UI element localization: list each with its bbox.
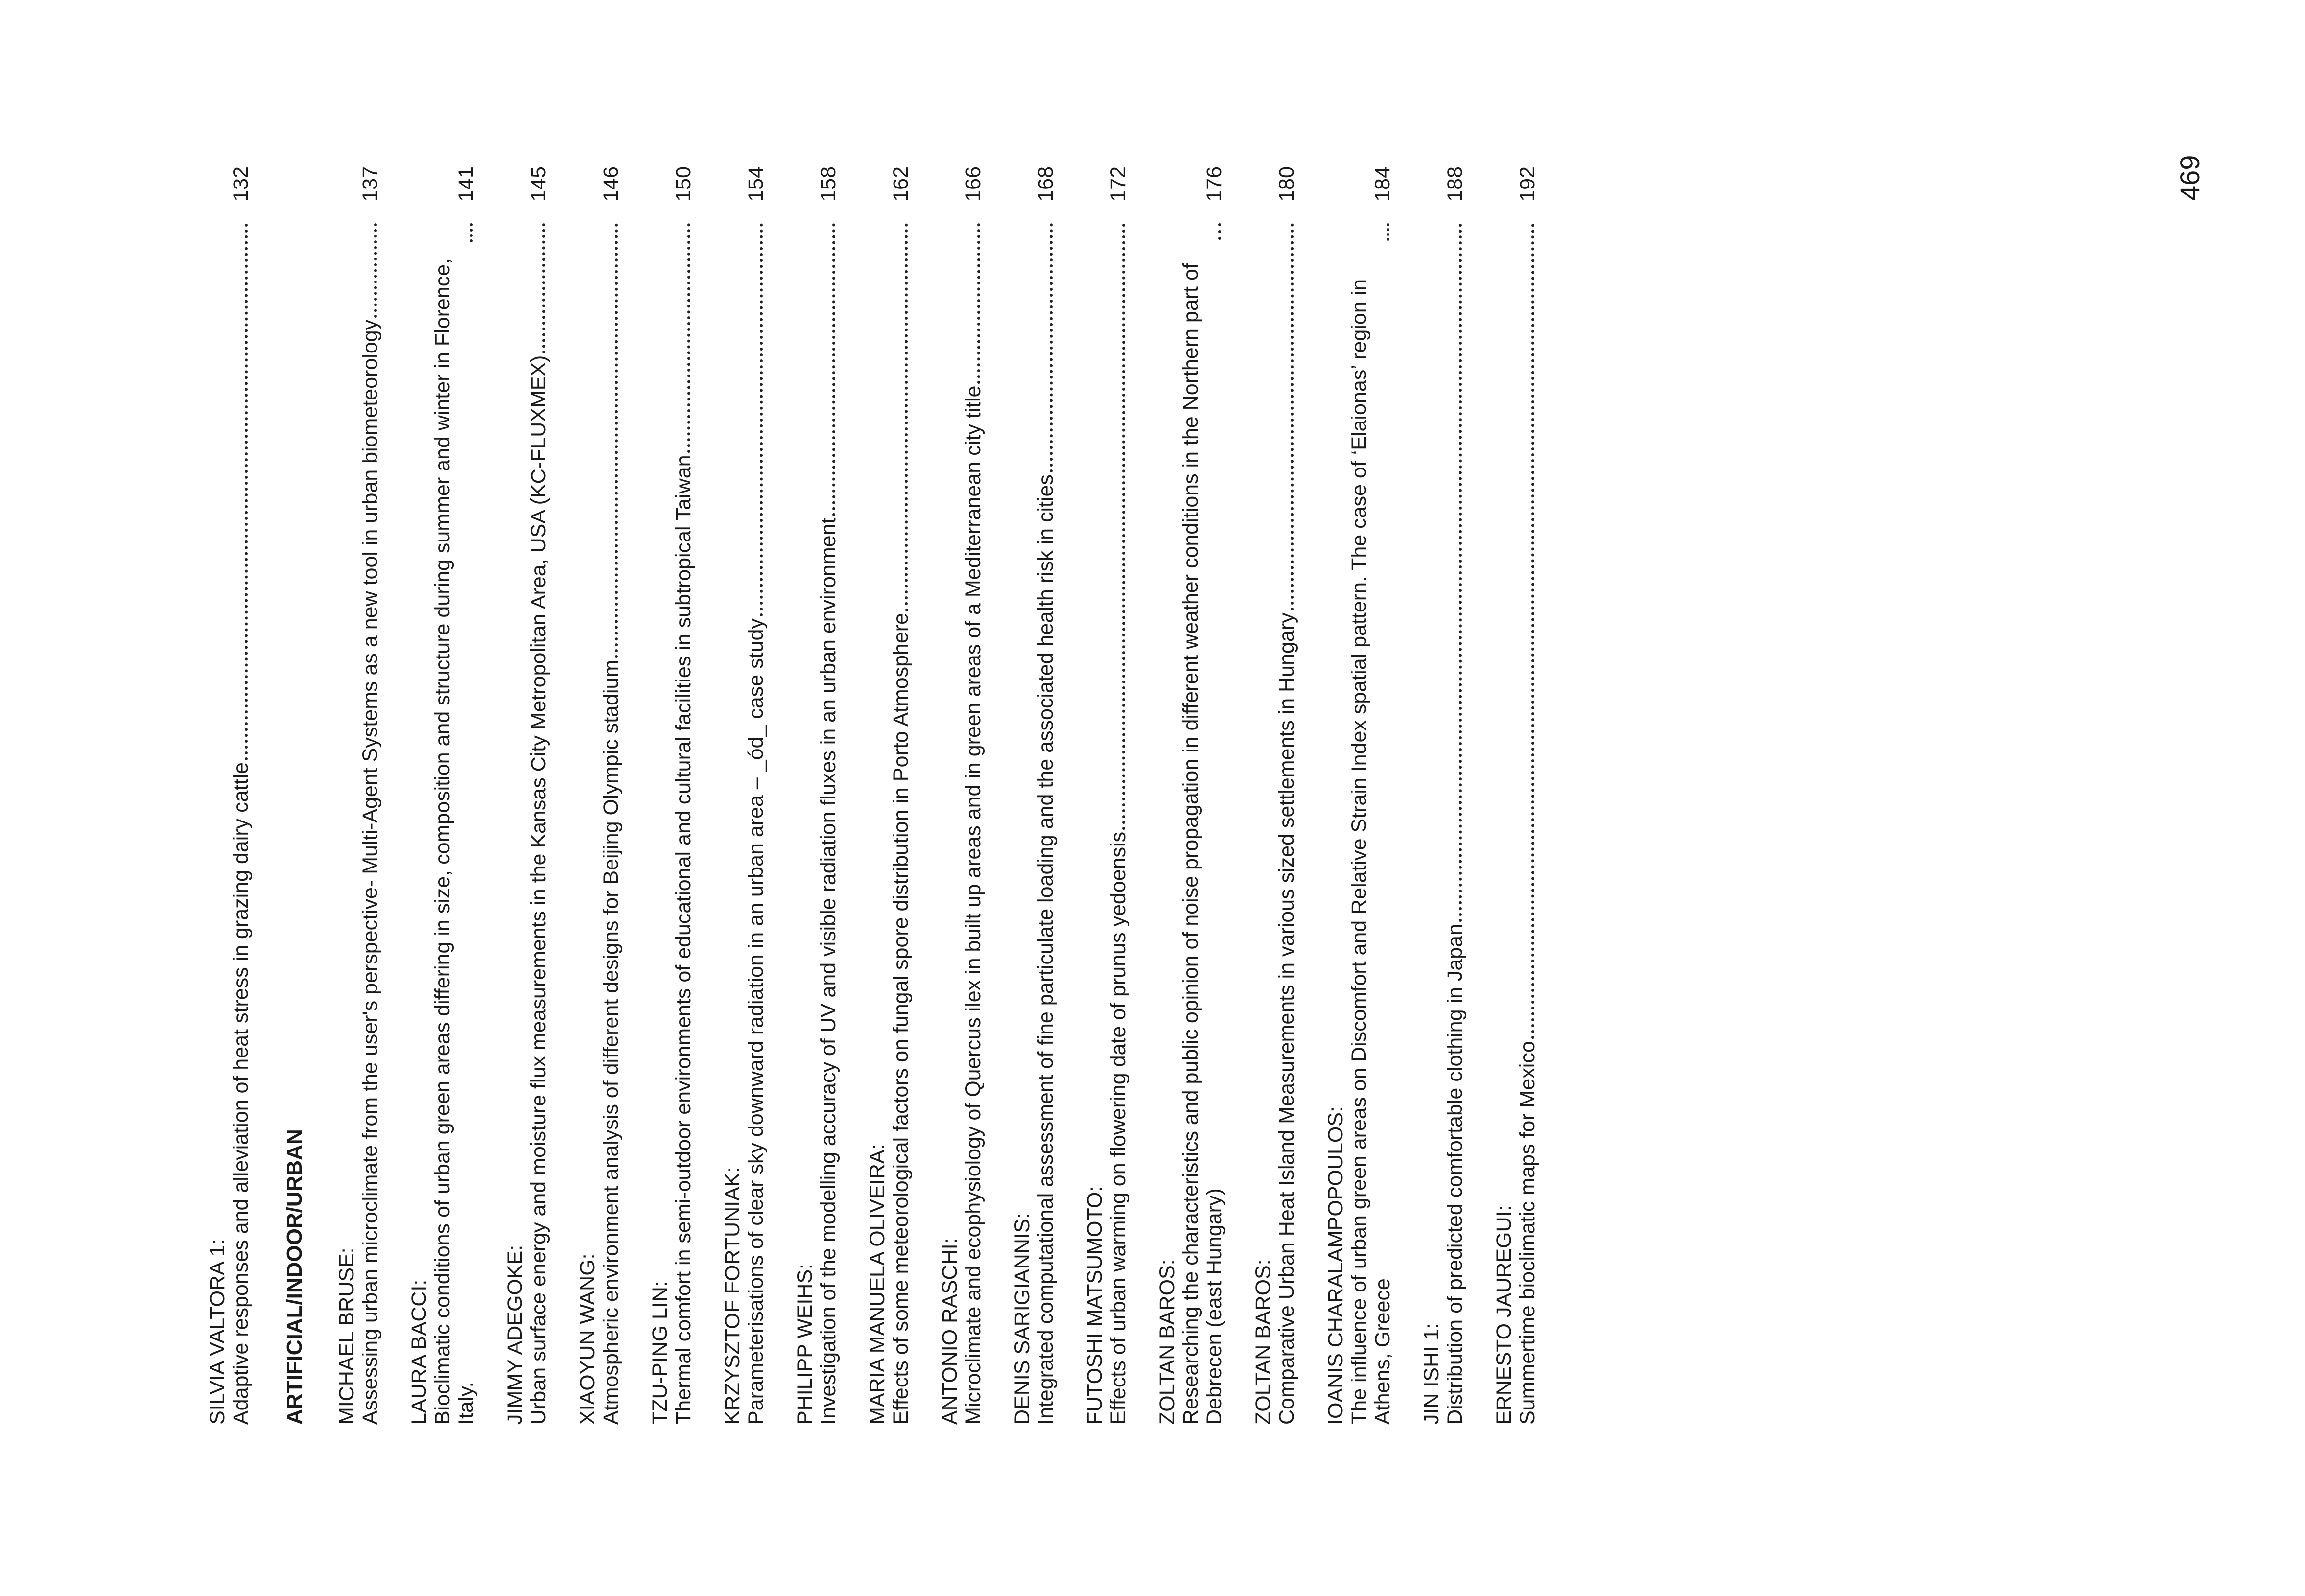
toc-author: PHILIPP WEIHS: [793, 1264, 817, 1425]
dot-leader [760, 223, 763, 616]
toc-author: ZOLTAN BAROS: [1155, 1259, 1179, 1425]
toc-page-number: 188 [1443, 166, 1467, 202]
toc-title-row [1034, 166, 1058, 1425]
toc-title: Summertime bioclimatic maps for Mexico [1516, 1041, 1539, 1425]
toc-title-row [1347, 166, 1394, 1425]
toc-page-number: 154 [744, 166, 768, 202]
toc-author: MICHAEL BRUSE: [335, 1247, 358, 1425]
toc-page-number: 141 [454, 166, 478, 202]
dot-leader [905, 223, 908, 605]
dot-leader [832, 223, 835, 516]
toc-page-number: 180 [1275, 166, 1298, 202]
toc-page-number: 192 [1516, 166, 1539, 202]
toc-entry [1011, 166, 1058, 1425]
toc-title: Microclimate and ecophysiology of Quercus ilex in built up areas and in green areas of a Mediterranean city title [962, 385, 985, 1425]
dot-leader [542, 223, 545, 353]
dot-leader [977, 223, 980, 384]
toc-title-row [1179, 166, 1226, 1425]
toc-title: Investigation of the modelling accuracy of UV and visible radiation fluxes in an urban environment [817, 517, 840, 1425]
toc-entry [866, 166, 913, 1425]
dot-leader [1218, 223, 1221, 240]
toc-title: Researching the characteristics and public opinion of noise propagation in different weather conditions in the Northern part of Debrecen (east Hungary) [1179, 263, 1226, 1425]
toc-entry [335, 166, 382, 1425]
toc-title: Bioclimatic conditions of urban green areas differing in size, composition and structure during summer and winter in Florence, Italy. [431, 258, 478, 1425]
dot-leader [1387, 223, 1389, 241]
toc-entry [503, 166, 550, 1425]
toc-author: TZU-PING LIN: [648, 1281, 672, 1425]
toc-author: ERNESTO JAUREGUI: [1492, 1205, 1516, 1425]
toc-title: Integrated computational assessment of fine particulate loading and the associated health risk in cities [1034, 474, 1058, 1425]
toc-title: Adaptive responses and alleviation of heat stress in grazing dairy cattle [229, 762, 253, 1425]
toc-entry [576, 166, 623, 1425]
toc-entry [1155, 166, 1226, 1425]
toc-author: JIN ISHI 1: [1420, 1323, 1443, 1425]
toc-author: XIAOYUN WANG: [576, 1253, 599, 1425]
toc-title: The influence of urban green areas on Discomfort and Relative Strain Index spatial pattern. The case of ‘Elaionas’ region in Athens, Greece [1347, 279, 1394, 1425]
toc-page-number: 146 [599, 166, 623, 202]
toc-entry [407, 166, 478, 1425]
toc-title-row [817, 166, 840, 1425]
toc-title: Atmospheric environment analysis of different designs for Beijing Olympic stadium [599, 659, 623, 1425]
toc-entry [1420, 166, 1467, 1425]
toc-page-number: 176 [1202, 166, 1226, 202]
toc-entry [648, 166, 695, 1425]
toc-page-number: 158 [817, 166, 840, 202]
toc-title: Effects of urban warming on flowering date of prunus yedoensis [1106, 831, 1130, 1425]
dot-leader [245, 223, 248, 760]
toc-page-number: 172 [1106, 166, 1130, 202]
toc-entry [1251, 166, 1298, 1425]
toc-author: ZOLTAN BAROS: [1251, 1259, 1275, 1425]
dot-leader [470, 223, 473, 242]
toc-title: Effects of some meteorological factors on fungal spore distribution in Porto Atmosphere. [889, 607, 913, 1425]
toc-title: Thermal comfort in semi-outdoor environments of educational and cultural facilities in subtropical Taiwan [672, 455, 695, 1425]
dot-leader [1122, 223, 1125, 830]
toc-title-row [889, 166, 913, 1425]
dot-leader [615, 223, 618, 658]
toc-entry [793, 166, 840, 1425]
toc-title-row [1106, 166, 1130, 1425]
toc-page-number: 184 [1371, 166, 1394, 202]
dot-leader [687, 223, 690, 453]
toc-page-number: 168 [1034, 166, 1058, 202]
toc-title: Urban surface energy and moisture flux measurements in the Kansas City Metropolitan Area, USA (KC-FLUXMEX) [527, 355, 550, 1425]
table-of-contents [206, 166, 1565, 1425]
toc-entry-list [335, 166, 1539, 1425]
toc-title-row [358, 166, 382, 1425]
toc-author: DENIS SARIGIANNIS: [1011, 1213, 1034, 1425]
toc-author: SILVIA VALTORA 1: [206, 1239, 229, 1425]
toc-title-row [1443, 166, 1467, 1425]
toc-title-row [599, 166, 623, 1425]
toc-title: Parameterisations of clear sky downward radiation in an urban area – _ód_ case study [744, 618, 768, 1425]
toc-entry [721, 166, 768, 1425]
toc-page-number: 132 [229, 166, 253, 202]
toc-title-row [744, 166, 768, 1425]
toc-title-row [1516, 166, 1539, 1425]
dot-leader [1050, 223, 1053, 472]
toc-author: ANTONIO RASCHI: [938, 1238, 962, 1425]
toc-title-row [672, 166, 695, 1425]
toc-title-row [431, 166, 478, 1425]
toc-entry [938, 166, 985, 1425]
toc-title-row [229, 166, 253, 1425]
dot-leader [1291, 223, 1294, 610]
toc-page-number: 166 [962, 166, 985, 202]
toc-title: Assessing urban microclimate from the user's perspective- Multi-Agent Systems as a new tool in urban biometeorology [358, 319, 382, 1425]
toc-title: Distribution of predicted comfortable clothing in Japan [1443, 923, 1467, 1425]
toc-entry [206, 166, 253, 1425]
toc-author: IOANIS CHARALAMPOPOULOS: [1324, 1106, 1347, 1425]
toc-page-number: 145 [527, 166, 550, 202]
section-heading: ARTIFICIAL/INDOOR/URBAN [282, 1129, 306, 1425]
toc-title: Comparative Urban Heat Island Measurements in various sized settlements in Hungary [1275, 612, 1298, 1425]
toc-page-number: 150 [672, 166, 695, 202]
toc-entry [1324, 166, 1394, 1425]
dot-leader [1531, 223, 1534, 1039]
toc-author: FUTOSHI MATSUMOTO: [1083, 1186, 1106, 1425]
toc-author: KRZYSZTOF FORTUNIAK: [721, 1167, 744, 1425]
toc-title-row [527, 166, 550, 1425]
toc-page-number: 162 [889, 166, 913, 202]
dot-leader [374, 223, 377, 318]
toc-page-number: 137 [358, 166, 382, 202]
toc-title-row [962, 166, 985, 1425]
toc-title-row [1275, 166, 1298, 1425]
dot-leader [1459, 223, 1462, 922]
page-number: 469 [2174, 155, 2205, 201]
toc-author: JIMMY ADEGOKE: [503, 1244, 527, 1425]
toc-entry [1083, 166, 1130, 1425]
toc-entry [1492, 166, 1539, 1425]
toc-author: LAURA BACCI: [407, 1279, 431, 1425]
toc-author: MARIA MANUELA OLIVEIRA: [866, 1144, 889, 1425]
